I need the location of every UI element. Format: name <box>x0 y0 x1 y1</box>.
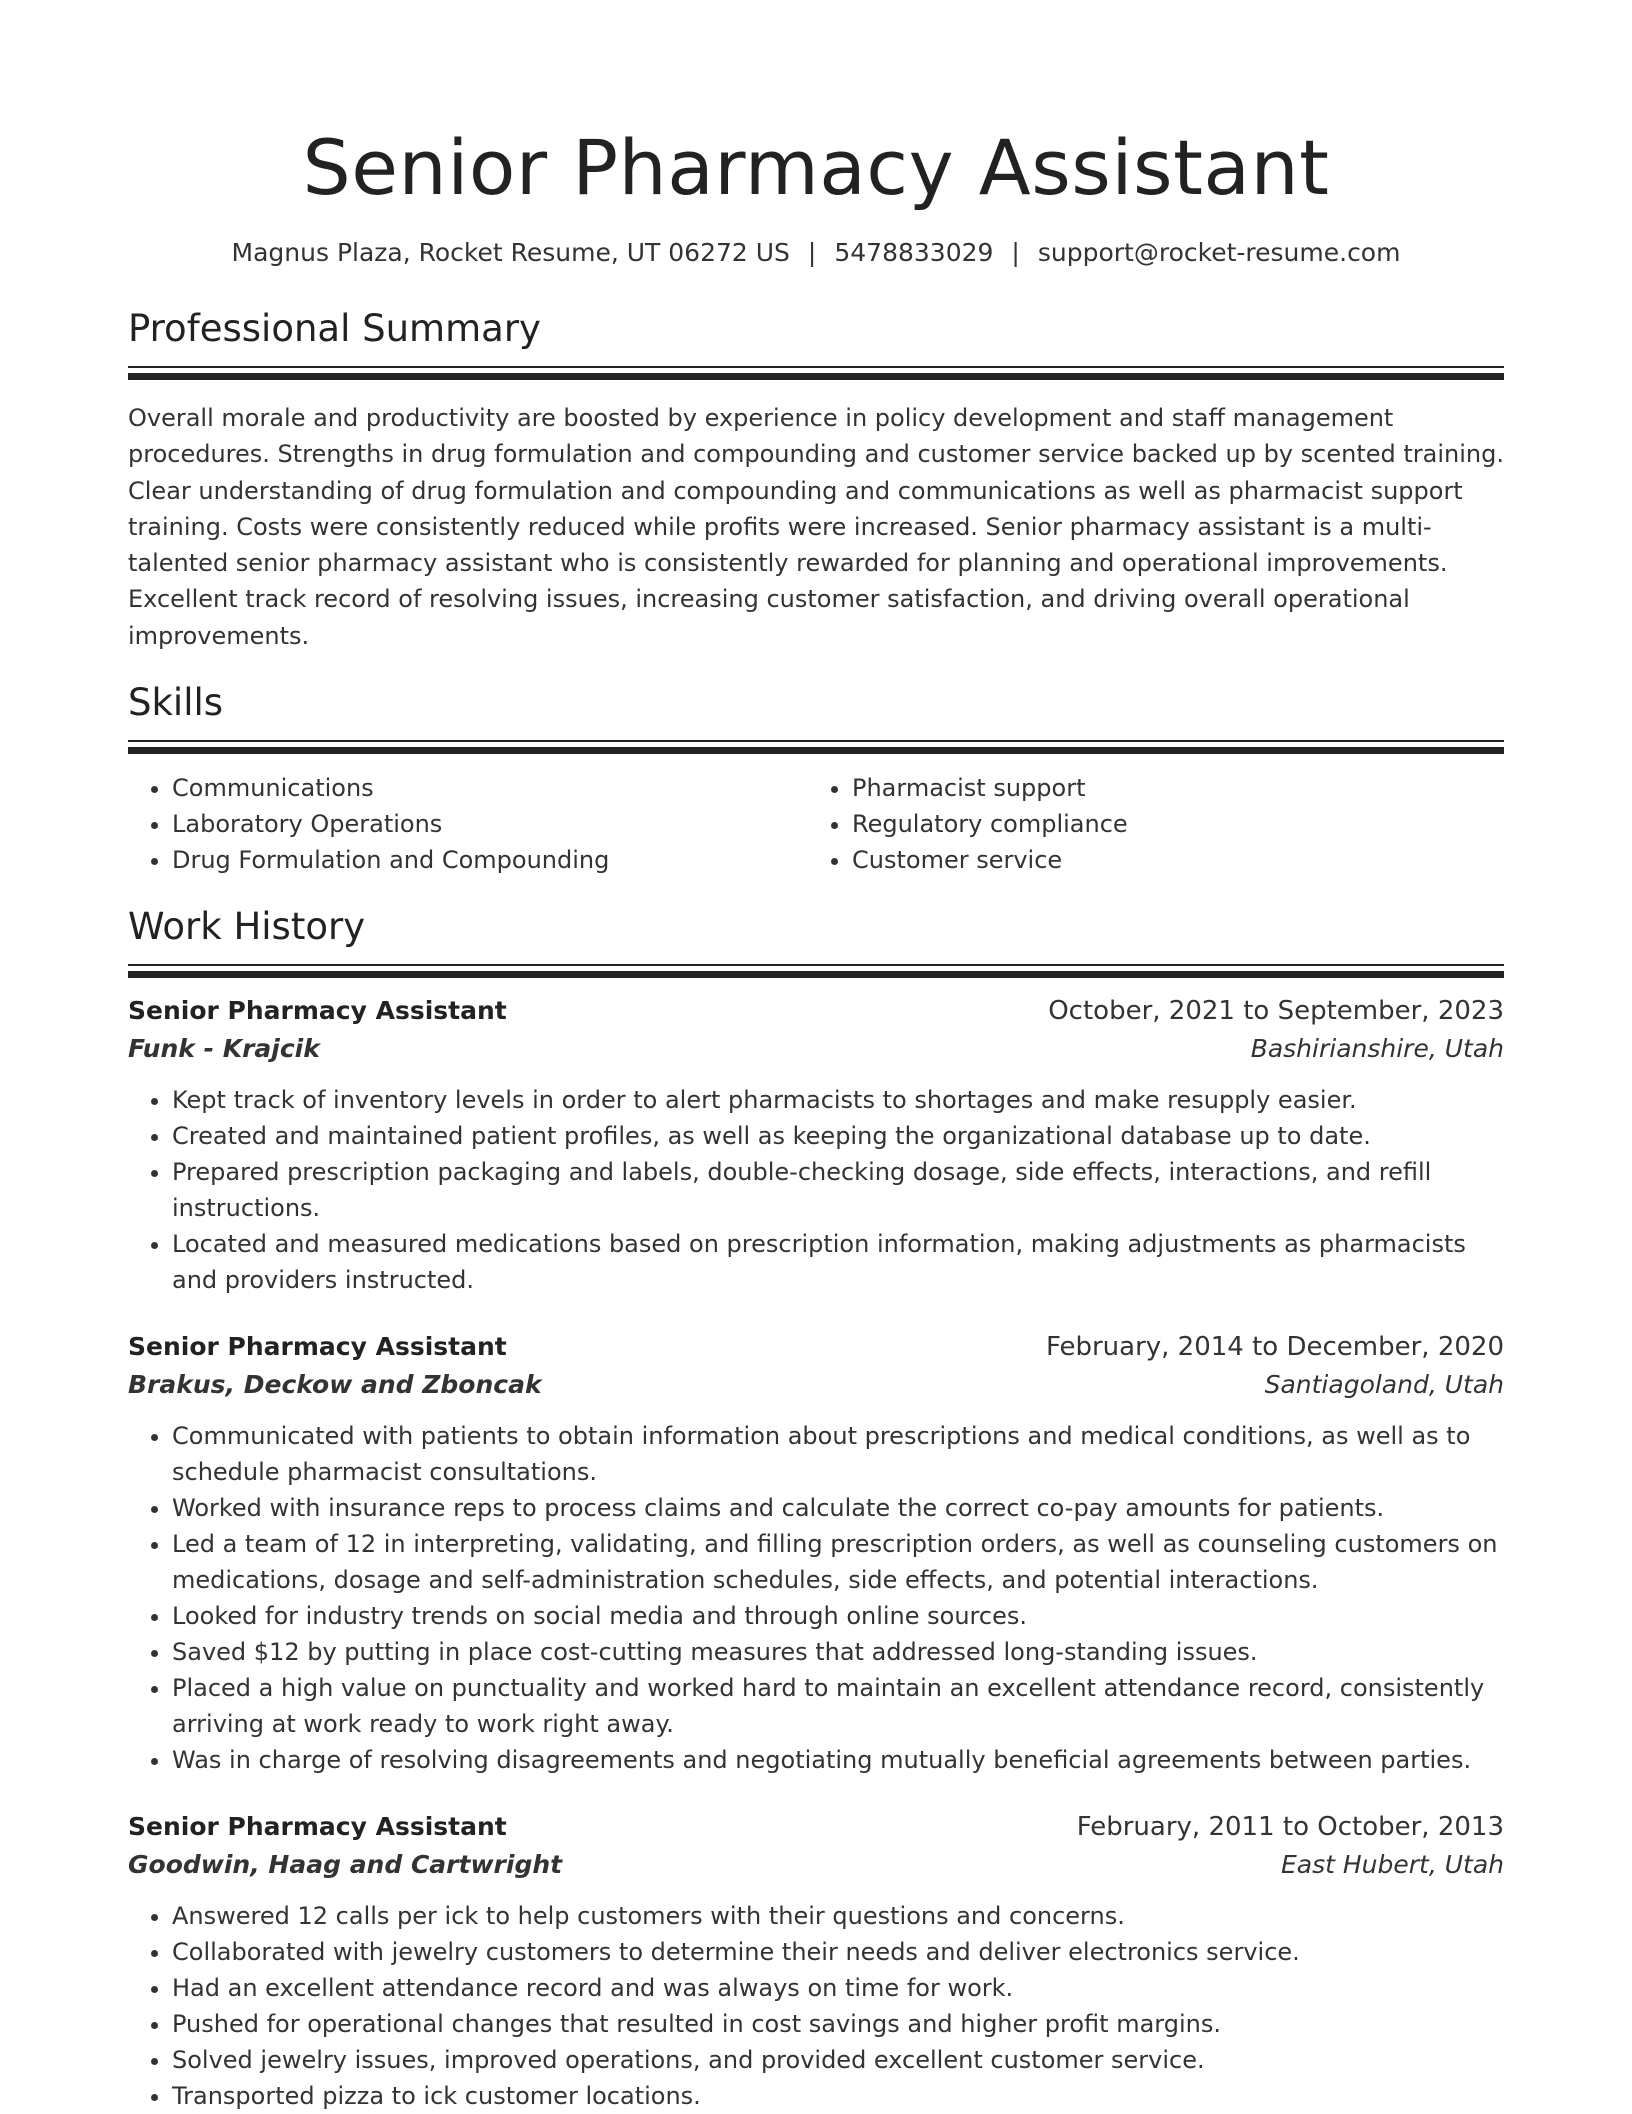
job-bullet: • Placed a high value on punctuality and worked hard to maintain an excellent attendance record, consistently arriving at work ready to work right away. <box>172 1670 1504 1742</box>
job-header <box>128 1328 1504 1366</box>
job-dates: October, 2021 to September, 2023 <box>1048 996 1504 1027</box>
contact-separator: | <box>807 238 817 267</box>
skills-columns <box>128 770 1504 878</box>
section-divider <box>128 740 1504 754</box>
section-divider <box>128 366 1504 380</box>
contact-phone: 5478833029 <box>834 238 994 267</box>
job-bullet: • Collaborated with jewelry customers to determine their needs and deliver electronics service. <box>172 1934 1504 1970</box>
contact-email: support@rocket-resume.com <box>1037 238 1401 267</box>
job-dates: February, 2011 to October, 2013 <box>1076 1812 1504 1843</box>
section-divider <box>128 964 1504 978</box>
skill-item: • Drug Formulation and Compounding <box>172 842 808 878</box>
job-company: Funk - Krajcik <box>128 1034 320 1064</box>
job-bullet: • Had an excellent attendance record and was always on time for work. <box>172 1970 1504 2006</box>
skill-item: • Regulatory compliance <box>852 806 1488 842</box>
job-bullet: • Worked with insurance reps to process claims and calculate the correct co-pay amounts for patients. <box>172 1490 1504 1526</box>
summary-heading: Professional Summary <box>128 307 541 350</box>
resume-name: Senior Pharmacy Assistant <box>302 123 1330 212</box>
job-bullet: • Pushed for operational changes that resulted in cost savings and higher profit margins. <box>172 2006 1504 2042</box>
job-subheader <box>128 1030 1504 1068</box>
contact-line <box>128 236 1504 270</box>
skills-right-list <box>808 770 1488 878</box>
job-location: Santiagoland, Utah <box>1264 1370 1504 1400</box>
skill-item: • Pharmacist support <box>852 770 1488 806</box>
job-company: Goodwin, Haag and Cartwright <box>128 1850 563 1880</box>
summary-section <box>128 306 1504 654</box>
job-title: Senior Pharmacy Assistant <box>128 1332 507 1362</box>
work-heading: Work History <box>128 905 366 949</box>
job-bullets <box>128 1082 1504 1298</box>
job-bullet: • Created and maintained patient profiles, as well as keeping the organizational database up to date. <box>172 1118 1504 1154</box>
job-subheader <box>128 1846 1504 1884</box>
job-title: Senior Pharmacy Assistant <box>128 996 507 1026</box>
summary-text: Overall morale and productivity are boosted by experience in policy development and staff management procedures. Strengths in drug formulation and compounding and customer service backed up by scented training. Clear understanding of drug formulation and compounding and communications as well as pharmacist support training. Costs were consistently reduced while profits were increased. Senior pharmacy assistant is a multi-talented senior pharmacy assistant who is consistently rewarded for planning and operational improvements. Excellent track record of resolving issues, increasing customer satisfaction, and driving overall operational improvements. <box>128 404 1504 650</box>
job-bullet: • Answered 12 calls per ick to help customers with their questions and concerns. <box>172 1898 1504 1934</box>
job-header <box>128 992 1504 1030</box>
job-location: East Hubert, Utah <box>1280 1850 1504 1880</box>
contact-address: Magnus Plaza, Rocket Resume, UT 06272 US <box>231 238 790 267</box>
skill-item: • Communications <box>172 770 808 806</box>
resume-page <box>128 0 1504 2114</box>
job-entry <box>128 1808 1504 2114</box>
job-bullets <box>128 1898 1504 2114</box>
job-dates: February, 2014 to December, 2020 <box>1045 1332 1504 1363</box>
job-bullet: • Led a team of 12 in interpreting, validating, and filling prescription orders, as well as counseling customers on medications, dosage and self-administration schedules, side effects, and potential interactions. <box>172 1526 1504 1598</box>
job-company: Brakus, Deckow and Zboncak <box>128 1370 542 1400</box>
job-entry <box>128 1328 1504 1778</box>
skill-item: • Customer service <box>852 842 1488 878</box>
job-location: Bashirianshire, Utah <box>1250 1034 1504 1064</box>
work-section <box>128 904 1504 2114</box>
job-bullet: • Prepared prescription packaging and labels, double-checking dosage, side effects, interactions, and refill instructions. <box>172 1154 1504 1226</box>
skill-item: • Laboratory Operations <box>172 806 808 842</box>
job-bullet: • Saved $12 by putting in place cost-cutting measures that addressed long-standing issues. <box>172 1634 1504 1670</box>
contact-separator: | <box>1011 238 1020 267</box>
job-bullet: • Communicated with patients to obtain information about prescriptions and medical conditions, as well as to schedule pharmacist consultations. <box>172 1418 1504 1490</box>
job-header <box>128 1808 1504 1846</box>
job-bullet: • Looked for industry trends on social media and through online sources. <box>172 1598 1504 1634</box>
job-subheader <box>128 1366 1504 1404</box>
job-bullet: • Was in charge of resolving disagreements and negotiating mutually beneficial agreements between parties. <box>172 1742 1504 1778</box>
job-entry <box>128 992 1504 1298</box>
skills-heading: Skills <box>128 681 224 725</box>
skills-section <box>128 680 1504 878</box>
job-bullet: • Solved jewelry issues, improved operations, and provided excellent customer service. <box>172 2042 1504 2078</box>
job-bullet: • Kept track of inventory levels in order to alert pharmacists to shortages and make resupply easier. <box>172 1082 1504 1118</box>
job-title: Senior Pharmacy Assistant <box>128 1812 507 1842</box>
job-bullet: • Located and measured medications based on prescription information, making adjustments as pharmacists and providers instructed. <box>172 1226 1504 1298</box>
job-bullets <box>128 1418 1504 1778</box>
job-bullet: • Transported pizza to ick customer locations. <box>172 2078 1504 2114</box>
skills-left-list <box>128 770 808 878</box>
